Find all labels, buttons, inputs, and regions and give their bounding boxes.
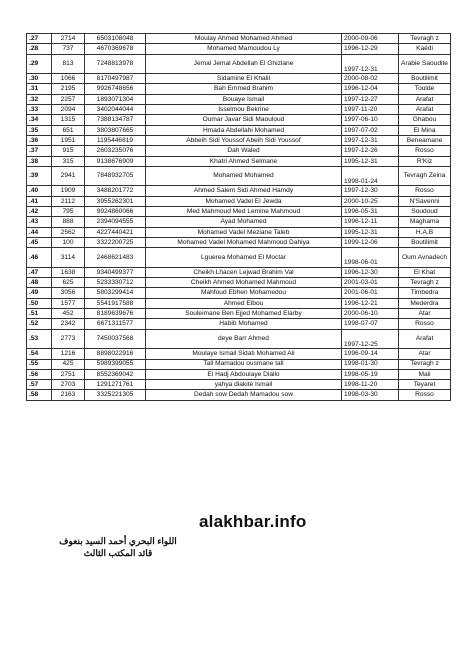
table-row [27, 186, 451, 196]
person-name-cell: Hmada Abdellahi Mohamed [146, 125, 342, 135]
birth-date-cell: 1997-12-31 [342, 135, 399, 145]
person-name-cell: Mahfoud Ebhen Mohamedou [146, 288, 342, 298]
birth-place-cell: Ghabou [399, 115, 451, 125]
table-row [27, 135, 451, 145]
person-name-cell: Jemal Jemal Abdellah El Ghizlane [146, 54, 342, 74]
birth-place-cell: Atar [399, 309, 451, 319]
record-id-cell: 3114 [52, 248, 85, 268]
national-id-cell: 5541917588 [85, 298, 146, 308]
national-id-cell: 3322200725 [85, 237, 146, 247]
roster-table-body [27, 34, 451, 401]
record-id-cell: 2562 [52, 227, 85, 237]
birth-place-cell: Atar [399, 349, 451, 359]
row-number-cell: .48 [27, 278, 52, 288]
person-name-cell: El Hadj Abdoulaye Diallo [146, 369, 342, 379]
national-id-cell: 7450037568 [85, 329, 146, 349]
record-id-cell: 795 [52, 207, 85, 217]
birth-date-cell: 1996-12-04 [342, 84, 399, 94]
row-number-cell: .35 [27, 125, 52, 135]
row-number-cell: .41 [27, 196, 52, 206]
birth-place-cell: Tevragh z [399, 359, 451, 369]
national-id-cell: 1195446819 [85, 135, 146, 145]
person-name-cell: Dah Waled [146, 146, 342, 156]
roster-table [26, 33, 451, 401]
signature-name: اللواء البحري أحمد السيد بنعوف [59, 536, 177, 546]
row-number-cell: .42 [27, 207, 52, 217]
record-id-cell: 2751 [52, 369, 85, 379]
birth-place-cell: Rosso [399, 146, 451, 156]
national-id-cell: 6671311577 [85, 319, 146, 329]
record-id-cell: 452 [52, 309, 85, 319]
record-id-cell: 1577 [52, 298, 85, 308]
birth-date-cell: 2000-06-10 [342, 309, 399, 319]
person-name-cell: Sidamine El Khalil [146, 74, 342, 84]
table-row [27, 166, 451, 186]
table-row [27, 237, 451, 247]
birth-date-cell: 1998-06-01 [342, 248, 399, 268]
person-name-cell: Isselmou Bekrine [146, 105, 342, 115]
birth-place-cell: Tevragh Zeina [399, 166, 451, 186]
person-name-cell: Dedah sow Dedah Mamadou sow [146, 390, 342, 400]
signature-title: قائد المكتب الثالث [83, 548, 153, 558]
row-number-cell: .31 [27, 84, 52, 94]
birth-place-cell: Boutilimit [399, 237, 451, 247]
table-row [27, 288, 451, 298]
person-name-cell: Souleimane Ben Ejjed Mohamed Elarby [146, 309, 342, 319]
national-id-cell: 2468621483 [85, 248, 146, 268]
record-id-cell: 425 [52, 359, 85, 369]
birth-place-cell: Teyaret [399, 380, 451, 390]
record-id-cell: 2112 [52, 196, 85, 206]
birth-place-cell: Rosso [399, 390, 451, 400]
person-name-cell: Cheikh Ahmed Mohamed Mahmoud [146, 278, 342, 288]
person-name-cell: Tall Mamadou ousmane tall [146, 359, 342, 369]
birth-place-cell: Oum Avnadech [399, 248, 451, 268]
row-number-cell: .58 [27, 390, 52, 400]
birth-date-cell: 1995-12-31 [342, 156, 399, 166]
record-id-cell: 813 [52, 54, 85, 74]
person-name-cell: Abbeih Sidi Youssof Abeih Sidi Youssof [146, 135, 342, 145]
row-number-cell: .51 [27, 309, 52, 319]
row-number-cell: .57 [27, 380, 52, 390]
row-number-cell: .47 [27, 267, 52, 277]
birth-date-cell: 2000-09-06 [342, 34, 399, 44]
national-id-cell: 3955262301 [85, 196, 146, 206]
table-row [27, 146, 451, 156]
table-row [27, 74, 451, 84]
national-id-cell: 7848932705 [85, 166, 146, 186]
birth-place-cell: El Mina [399, 125, 451, 135]
birth-date-cell: 1996-12-29 [342, 44, 399, 54]
table-row [27, 84, 451, 94]
national-id-cell: 4670369678 [85, 44, 146, 54]
birth-date-cell: 1996-12-30 [342, 267, 399, 277]
birth-place-cell: Beneamane [399, 135, 451, 145]
record-id-cell: 2773 [52, 329, 85, 349]
person-name-cell: Ahmed Elbou [146, 298, 342, 308]
birth-place-cell: Soudoud [399, 207, 451, 217]
table-row [27, 380, 451, 390]
record-id-cell: 2703 [52, 380, 85, 390]
person-name-cell: yahya diakité Ismail [146, 380, 342, 390]
table-row [27, 156, 451, 166]
birth-place-cell: Arafat [399, 105, 451, 115]
birth-date-cell: 1997-07-02 [342, 125, 399, 135]
table-row [27, 319, 451, 329]
person-name-cell: Bouaye Ismail [146, 94, 342, 104]
birth-place-cell: Mederdra [399, 298, 451, 308]
row-number-cell: .43 [27, 217, 52, 227]
birth-place-cell: Maghama [399, 217, 451, 227]
table-row [27, 115, 451, 125]
record-id-cell: 1315 [52, 115, 85, 125]
record-id-cell: 737 [52, 44, 85, 54]
birth-place-cell: Arabie Saoudite [399, 54, 451, 74]
row-number-cell: .32 [27, 94, 52, 104]
row-number-cell: .34 [27, 115, 52, 125]
national-id-cell: 8170497987 [85, 74, 146, 84]
birth-date-cell: 1998-03-30 [342, 390, 399, 400]
record-id-cell: 625 [52, 278, 85, 288]
table-row [27, 359, 451, 369]
birth-date-cell: 1996-05-31 [342, 207, 399, 217]
person-name-cell: Mohamed Vadel Meziane Taleb [146, 227, 342, 237]
row-number-cell: .40 [27, 186, 52, 196]
person-name-cell: Lguerea Mohamed El Moctar [146, 248, 342, 268]
national-id-cell: 8189639676 [85, 309, 146, 319]
table-row [27, 329, 451, 349]
person-name-cell: Habib Mohamed [146, 319, 342, 329]
person-name-cell: deye Barr Ahmed [146, 329, 342, 349]
table-row [27, 125, 451, 135]
row-number-cell: .27 [27, 34, 52, 44]
person-name-cell: Moulay Ahmed Mohamed Ahmed [146, 34, 342, 44]
record-id-cell: 1066 [52, 74, 85, 84]
row-number-cell: .55 [27, 359, 52, 369]
record-id-cell: 1638 [52, 267, 85, 277]
record-id-cell: 1909 [52, 186, 85, 196]
table-row [27, 44, 451, 54]
birth-place-cell: Timbedra [399, 288, 451, 298]
national-id-cell: 9924860066 [85, 207, 146, 217]
national-id-cell: 9926748656 [85, 84, 146, 94]
record-id-cell: 2094 [52, 105, 85, 115]
table-row [27, 34, 451, 44]
birth-date-cell: 1998-11-20 [342, 380, 399, 390]
record-id-cell: 2941 [52, 166, 85, 186]
row-number-cell: .30 [27, 74, 52, 84]
birth-date-cell: 1998-07-07 [342, 319, 399, 329]
row-number-cell: .29 [27, 54, 52, 74]
person-name-cell: Mohamed Mamoudou Ly [146, 44, 342, 54]
birth-place-cell: H.A.B [399, 227, 451, 237]
person-name-cell: Oumar Javar Sidi Maouloud [146, 115, 342, 125]
birth-place-cell: R'Kiz [399, 156, 451, 166]
table-row [27, 309, 451, 319]
person-name-cell: Mohamed Mohamed [146, 166, 342, 186]
national-id-cell: 7388134787 [85, 115, 146, 125]
birth-place-cell: Rosso [399, 319, 451, 329]
national-id-cell: 5989399055 [85, 359, 146, 369]
birth-date-cell: 2000-08-02 [342, 74, 399, 84]
national-id-cell: 2603235076 [85, 146, 146, 156]
birth-date-cell: 1998-01-24 [342, 166, 399, 186]
birth-place-cell: Mali [399, 369, 451, 379]
national-id-cell: 8552369042 [85, 369, 146, 379]
birth-date-cell: 2000-10-25 [342, 196, 399, 206]
person-name-cell: Ahmed Salem Sidi Ahmed Hamdy [146, 186, 342, 196]
birth-date-cell: 1997-12-27 [342, 94, 399, 104]
record-id-cell: 1951 [52, 135, 85, 145]
table-row [27, 196, 451, 206]
record-id-cell: 2195 [52, 84, 85, 94]
birth-date-cell: 1997-12-30 [342, 186, 399, 196]
row-number-cell: .52 [27, 319, 52, 329]
row-number-cell: .56 [27, 369, 52, 379]
national-id-cell: 7248813978 [85, 54, 146, 74]
birth-date-cell: 1996-12-11 [342, 217, 399, 227]
birth-place-cell: Toulde [399, 84, 451, 94]
birth-date-cell: 1997-06-10 [342, 115, 399, 125]
row-number-cell: .45 [27, 237, 52, 247]
national-id-cell: 3803807665 [85, 125, 146, 135]
birth-place-cell: Arafat [399, 94, 451, 104]
birth-date-cell: 1997-12-26 [342, 146, 399, 156]
birth-place-cell: El Khat [399, 267, 451, 277]
row-number-cell: .38 [27, 156, 52, 166]
signature-block [58, 535, 178, 559]
national-id-cell: 2394094555 [85, 217, 146, 227]
birth-place-cell: Kaédi [399, 44, 451, 54]
table-row [27, 267, 451, 277]
national-id-cell: 3488201772 [85, 186, 146, 196]
table-row [27, 349, 451, 359]
birth-date-cell: 1998-05-19 [342, 369, 399, 379]
birth-date-cell: 1997-12-31 [342, 54, 399, 74]
table-row [27, 217, 451, 227]
person-name-cell: Moulaye Ismail Sidati Mohamed Ali [146, 349, 342, 359]
person-name-cell: Ayad Mohamed [146, 217, 342, 227]
birth-place-cell: Arafat [399, 329, 451, 349]
birth-date-cell: 1996-09-14 [342, 349, 399, 359]
row-number-cell: .49 [27, 288, 52, 298]
table-row [27, 105, 451, 115]
person-name-cell: Med Mahmoud Med Lemine Mahmoud [146, 207, 342, 217]
row-number-cell: .28 [27, 44, 52, 54]
record-id-cell: 1216 [52, 349, 85, 359]
birth-place-cell: Tevragh z [399, 278, 451, 288]
table-row [27, 278, 451, 288]
birth-date-cell: 1999-12-06 [342, 237, 399, 247]
record-id-cell: 2342 [52, 319, 85, 329]
row-number-cell: .53 [27, 329, 52, 349]
national-id-cell: 5233330712 [85, 278, 146, 288]
person-name-cell: Khatri Ahmed Selmane [146, 156, 342, 166]
record-id-cell: 100 [52, 237, 85, 247]
record-id-cell: 888 [52, 217, 85, 227]
national-id-cell: 9340499377 [85, 267, 146, 277]
birth-date-cell: 2001-03-01 [342, 278, 399, 288]
table-row [27, 369, 451, 379]
birth-date-cell: 1995-12-31 [342, 227, 399, 237]
row-number-cell: .37 [27, 146, 52, 156]
table-row [27, 248, 451, 268]
national-id-cell: 6503108048 [85, 34, 146, 44]
national-id-cell: 1291271761 [85, 380, 146, 390]
birth-place-cell: Boutilimit [399, 74, 451, 84]
record-id-cell: 2163 [52, 390, 85, 400]
person-name-cell: Cheikh Lhacen Lejwad Brahim Val [146, 267, 342, 277]
row-number-cell: .39 [27, 166, 52, 186]
table-row [27, 207, 451, 217]
row-number-cell: .36 [27, 135, 52, 145]
record-id-cell: 915 [52, 146, 85, 156]
table-row [27, 94, 451, 104]
row-number-cell: .46 [27, 248, 52, 268]
table-row [27, 390, 451, 400]
row-number-cell: .44 [27, 227, 52, 237]
national-id-cell: 9138676909 [85, 156, 146, 166]
birth-date-cell: 1998-01-30 [342, 359, 399, 369]
birth-date-cell: 1997-11-20 [342, 105, 399, 115]
birth-date-cell: 1997-12-25 [342, 329, 399, 349]
record-id-cell: 2714 [52, 34, 85, 44]
record-id-cell: 315 [52, 156, 85, 166]
table-row [27, 298, 451, 308]
national-id-cell: 3402044044 [85, 105, 146, 115]
record-id-cell: 3056 [52, 288, 85, 298]
record-id-cell: 651 [52, 125, 85, 135]
row-number-cell: .54 [27, 349, 52, 359]
person-name-cell: Bah Emmed Brahim [146, 84, 342, 94]
row-number-cell: .50 [27, 298, 52, 308]
national-id-cell: 1893071304 [85, 94, 146, 104]
birth-date-cell: 1996-12-21 [342, 298, 399, 308]
birth-place-cell: N'Savenni [399, 196, 451, 206]
table-row [27, 227, 451, 237]
birth-date-cell: 2001-06-01 [342, 288, 399, 298]
row-number-cell: .33 [27, 105, 52, 115]
record-id-cell: 2257 [52, 94, 85, 104]
national-id-cell: 3325221305 [85, 390, 146, 400]
birth-place-cell: Tevragh z [399, 34, 451, 44]
site-watermark: alakhbar.info [199, 512, 307, 531]
birth-place-cell: Rosso [399, 186, 451, 196]
national-id-cell: 8898022916 [85, 349, 146, 359]
table-row [27, 54, 451, 74]
person-name-cell: Mohamed Vadel El Jewda [146, 196, 342, 206]
national-id-cell: 5803299414 [85, 288, 146, 298]
national-id-cell: 4227440421 [85, 227, 146, 237]
person-name-cell: Mohamed Vadel Mohamed Mahmoud Dahiya [146, 237, 342, 247]
